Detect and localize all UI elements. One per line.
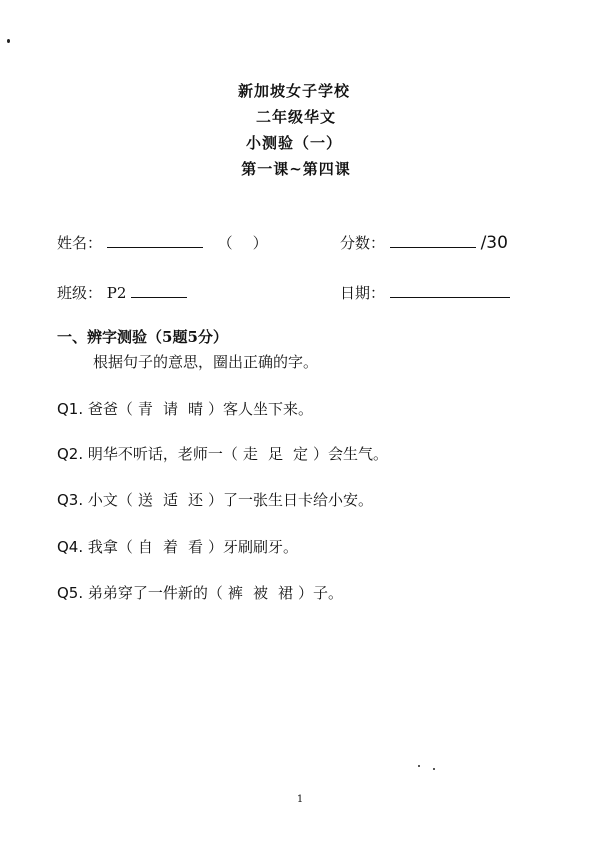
page-number: 1 [296,794,304,805]
question-text-before: 小文（ [87,491,133,509]
date-label: 日期： [340,284,386,302]
score-blank[interactable] [390,233,476,248]
question-number: Q2. [57,445,84,463]
question-text-after: ）牙刷刷牙。 [207,538,298,556]
name-field [57,232,268,253]
score-label: 分数： [340,234,386,252]
question-text-after: ）了一张生日卡给小安。 [207,491,373,509]
name-blank[interactable] [107,233,203,248]
score-total: /30 [480,233,508,253]
option-2[interactable]: 着 [162,538,178,556]
question-text-after: ）子。 [297,584,343,602]
question-text-before: 爸爸（ [87,400,133,418]
scan-speck [7,39,10,43]
question-1 [57,398,313,419]
option-3[interactable]: 晴 [187,400,203,418]
option-1[interactable]: 青 [137,400,153,418]
grade-subject: 二年级华文 [255,108,336,126]
option-3[interactable]: 定 [292,445,308,463]
score-field [340,232,508,253]
option-1[interactable]: 走 [242,445,258,463]
scan-speck [418,765,420,767]
question-5 [57,582,343,603]
name-label: 姓名： [57,234,103,252]
scan-speck [433,768,435,770]
question-number: Q1. [57,400,84,418]
index-number-parens [218,232,268,253]
question-text-before: 明华不听话，老师一（ [87,445,238,463]
option-2[interactable]: 足 [267,445,283,463]
question-2 [57,443,388,464]
date-blank[interactable] [390,283,510,298]
option-2[interactable]: 请 [162,400,178,418]
question-4 [57,536,298,557]
question-text-after: ）会生气。 [312,445,388,463]
option-1[interactable]: 送 [137,491,153,509]
class-label: 班级： [57,284,103,302]
question-text-before: 弟弟穿了一件新的（ [87,584,223,602]
option-3[interactable]: 还 [187,491,203,509]
paren-close: ） [252,234,268,252]
question-number: Q5. [57,584,84,602]
question-text-after: ）客人坐下来。 [207,400,313,418]
question-number: Q4. [57,538,84,556]
option-2[interactable]: 适 [162,491,178,509]
date-field [340,282,510,303]
option-2[interactable]: 被 [252,584,268,602]
class-blank[interactable] [131,283,187,298]
title-block [0,78,600,182]
class-field [57,282,187,303]
lesson-range: 第一课~第四课 [241,160,351,178]
school-name: 新加坡女子学校 [237,82,350,100]
option-3[interactable]: 看 [187,538,203,556]
question-text-before: 我拿（ [87,538,133,556]
paren-open: （ [217,234,233,252]
class-value: P2 [106,284,127,302]
section-instruction: 根据句子的意思，圈出正确的字。 [93,353,319,371]
quiz-title: 小测验（一） [245,134,342,152]
section-title: 一、辨字测验（5题5分） [57,328,228,346]
option-1[interactable]: 裤 [227,584,243,602]
question-3 [57,489,373,510]
option-1[interactable]: 自 [137,538,153,556]
question-number: Q3. [57,491,84,509]
option-3[interactable]: 裙 [277,584,293,602]
